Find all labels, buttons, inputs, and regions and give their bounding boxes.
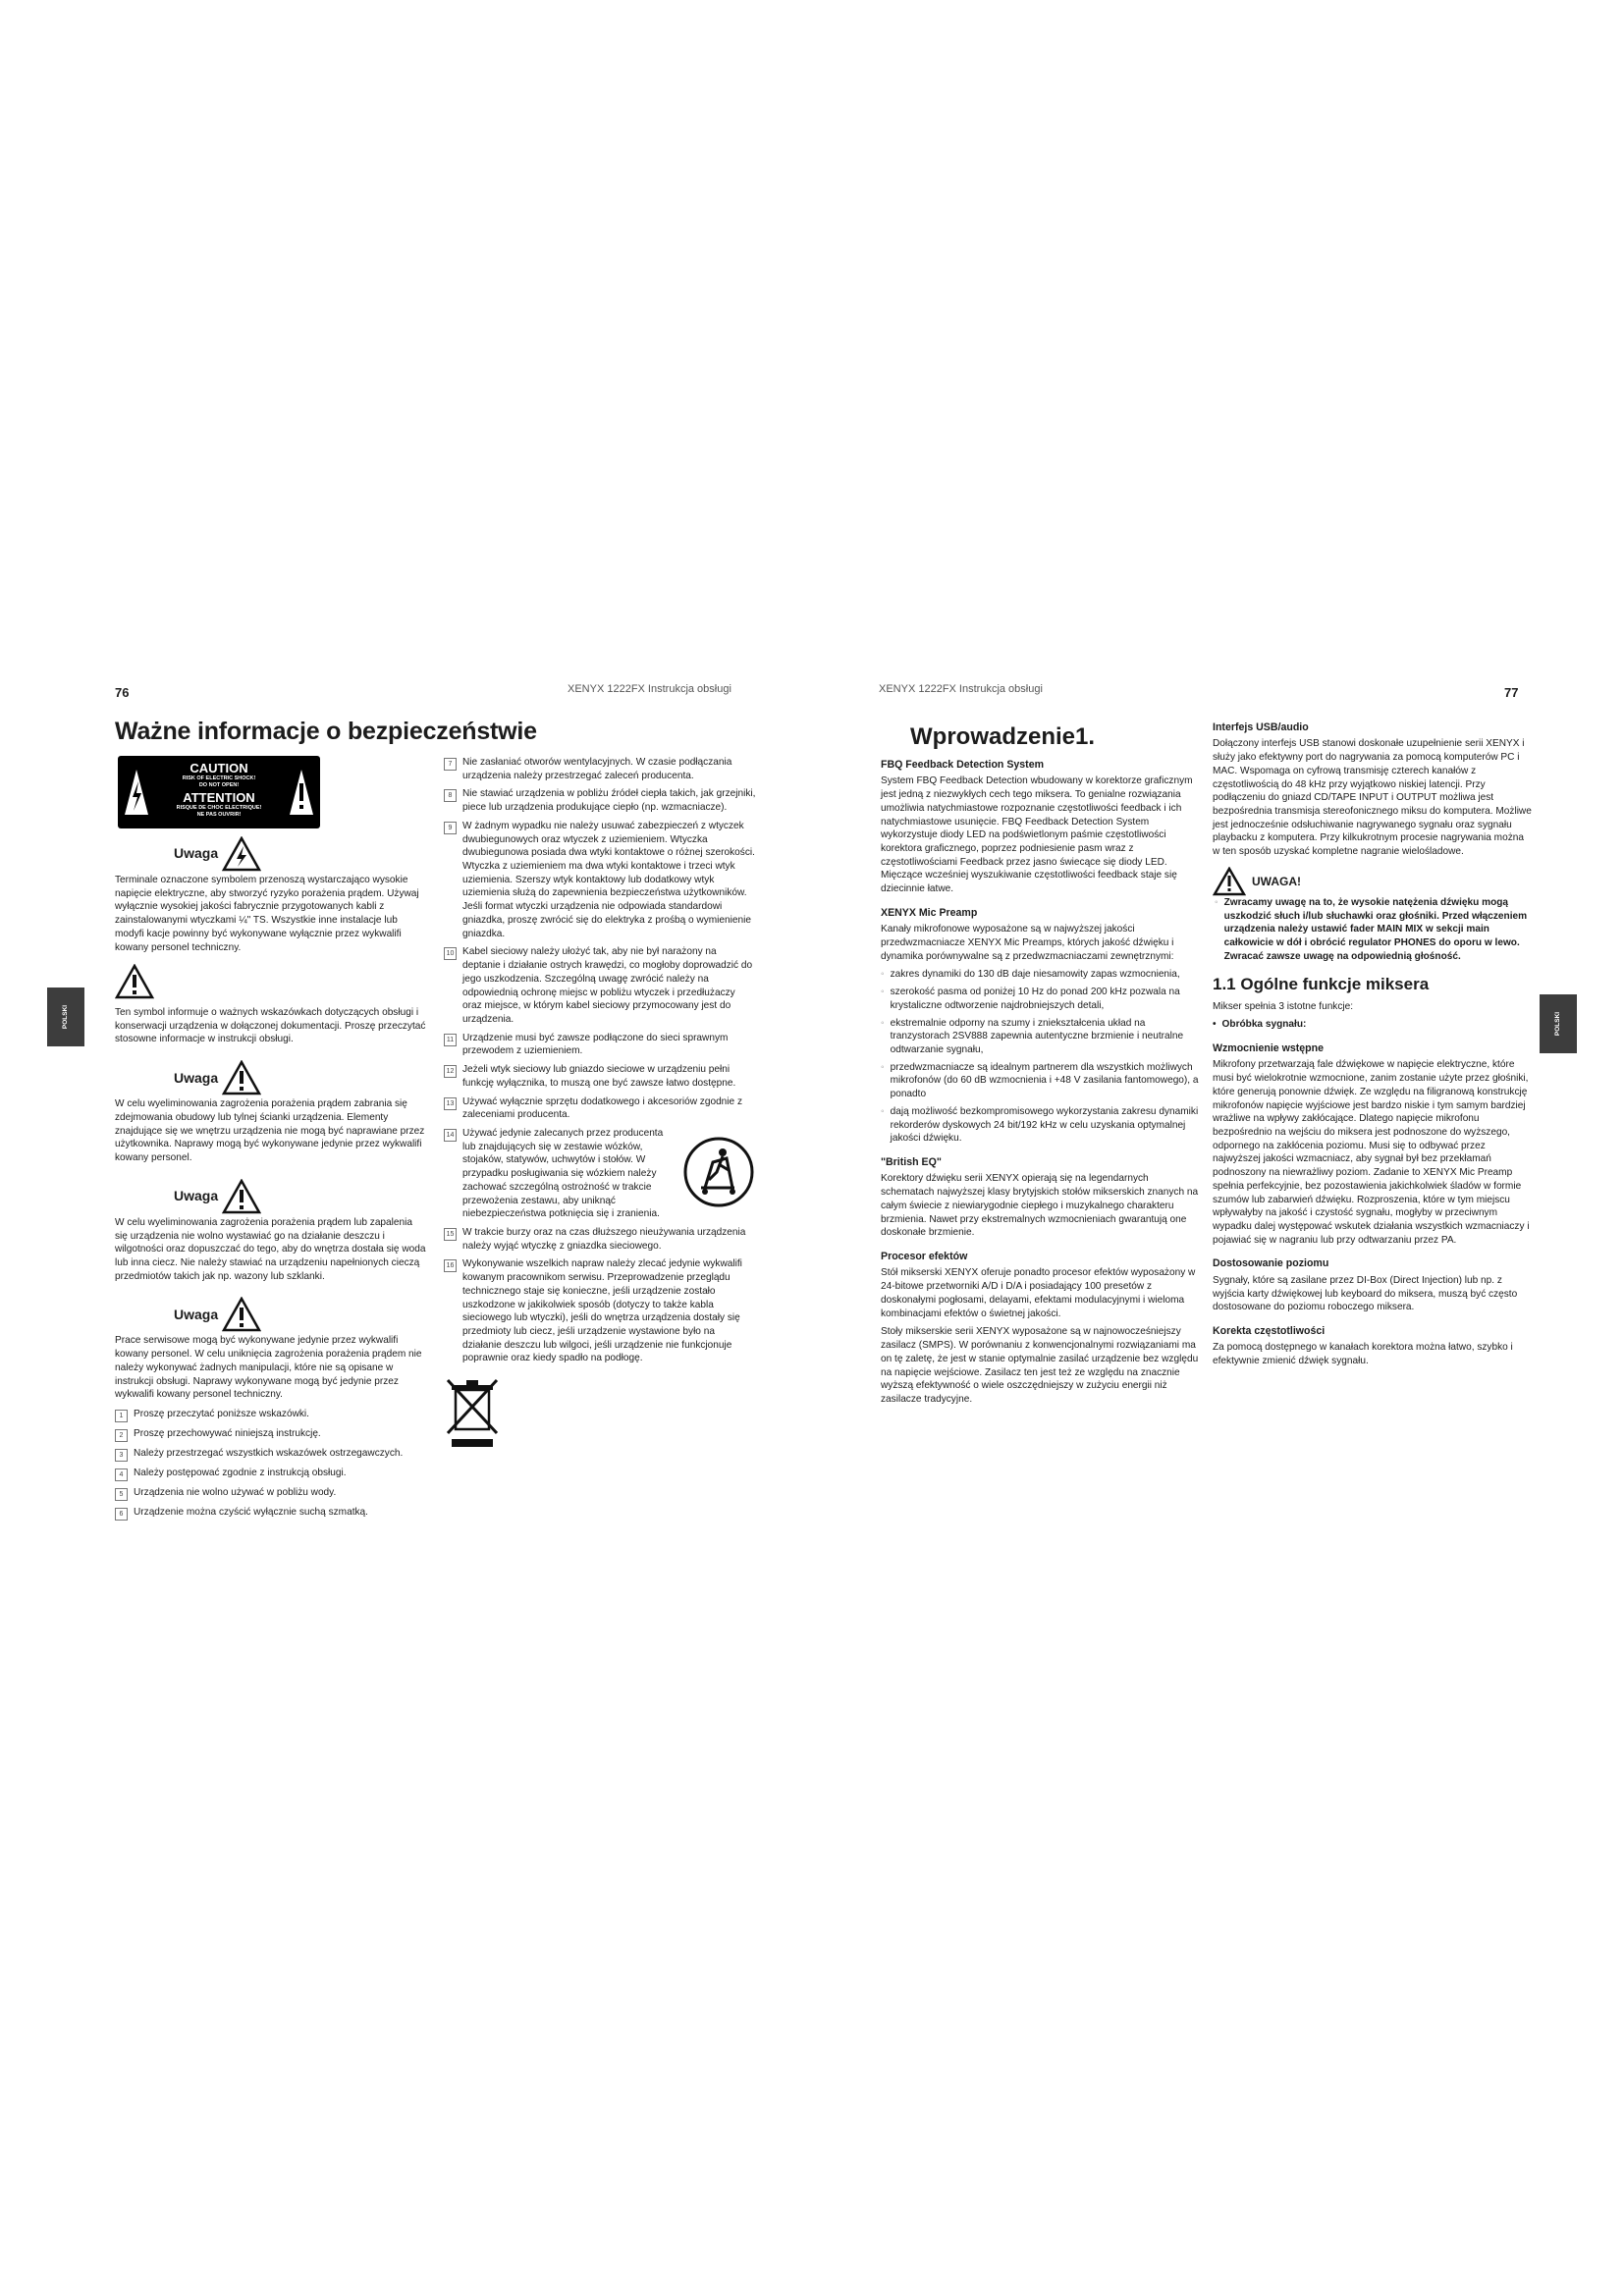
exclamation-triangle-icon [222, 1297, 261, 1332]
item-text: Używać wyłącznie sprzętu dodatkowego i akcesoriów zgodnie z zaleceniami producenta. [462, 1095, 743, 1121]
right-page-title: Wprowadzenie1. [910, 723, 1096, 750]
paragraph: Za pomocą dostępnego w kanałach korektora można łatwo, szybko i efektywnie zmienić dźwięk sygnału. [1213, 1342, 1513, 1367]
item-text: Proszę przechowywać niniejszą instrukcję. [134, 1427, 321, 1439]
item-number: 15 [444, 1228, 457, 1241]
item-number: 8 [444, 789, 457, 802]
item-text: Kabel sieciowy należy ułożyć tak, aby nie był narażony na deptanie i działanie ostrych krawędzi, co mogłoby doprowadzić do jego uszkodzenia. Szczególną uwagę zwrócić należy na odpowiednią ochronę miejsc w pobliżu wtyczek i przedłużaczy oraz miejsce, w którym kabel sieciowy przymocowany jest do urządzenia. [462, 946, 753, 1025]
subheading-british-eq: "British EQ" [881, 1156, 942, 1169]
weee-crossed-bin-icon [444, 1376, 501, 1449]
item-number: 7 [444, 758, 457, 771]
item-text: ekstremalnie odporny na szumy i zniekształcenia układ na tranzystorach 2SV888 zapewnia autentyczne brzmienie i neutralne odtwarzanie sygnału, [890, 1017, 1184, 1056]
warning-block-5-heading [174, 1297, 427, 1332]
left-running-header: XENYX 1222FX Instrukcja obsługi [568, 683, 731, 695]
exclamation-triangle-icon [115, 964, 154, 999]
subheading-fx-processor: Procesor efektów [881, 1251, 968, 1263]
item-text: W trakcie burzy oraz na czas dłuższego nieużywania urządzenia należy wyjąć wtyczkę z gniazdka sieciowego. [462, 1227, 746, 1252]
language-tab-right-label: POLSKI [1554, 1011, 1561, 1037]
exclamation-warning-icon [289, 768, 314, 817]
bullet-icon: • [1213, 1019, 1217, 1031]
bullet-icon: ◦ [1215, 896, 1218, 908]
list-item [444, 1127, 756, 1221]
paragraph: Stoły mikserskie serii XENYX wyposażone są w najnowocześniejszy zasilacz (SMPS). W porównaniu z konwencjonalnymi rozwiązaniami ma on tę zaletę, że jest w stanie optymalnie zasilać urządzenie bez względu na napięcie wejściowe. Zasilacz ten jest też ze względu na znacznie wyższą efektywność o wiele oszczędniejszy w zużyciu energii niż zasilacze tradycyjne. [881, 1326, 1199, 1405]
item-number: 1 [115, 1410, 128, 1422]
cart-tipover-icon [683, 1137, 754, 1207]
subheading-usb-audio: Interfejs USB/audio [1213, 721, 1309, 733]
section-heading-1-1: 1.1 Ogólne funkcje miksera [1213, 975, 1430, 994]
paragraph: Korektory dźwięku serii XENYX opierają się na legendarnych schematach najwyższej klasy brytyjskich stołów mikserskich znanych na całym świecie z niewiarygodnie ciepłego i muzykalnego charakteru brzmienia. Nawet przy ekstremalnych wzmocnieniach gwarantują one doskonałe brzmienie. [881, 1173, 1199, 1239]
subheading-level: Dostosowanie poziomu [1213, 1257, 1329, 1270]
bullet-icon: ◦ [881, 987, 885, 998]
warning-label: Uwaga [174, 1306, 219, 1322]
item-number: 9 [444, 822, 457, 834]
language-tab-right [1540, 994, 1577, 1053]
item-number: 3 [115, 1449, 128, 1462]
item-number: 6 [115, 1508, 128, 1521]
item-text: Proszę przeczytać poniższe wskazówki. [134, 1408, 309, 1419]
list-item [444, 1063, 756, 1090]
item-text: Jeżeli wtyk sieciowy lub gniazdo sieciowe w urządzeniu pełni funkcję wyłącznika, to muszą one być zawsze łatwo dostępne. [462, 1064, 736, 1089]
item-number: 14 [444, 1129, 457, 1142]
item-number: 16 [444, 1259, 457, 1272]
warning-text-1: Terminale oznaczone symbolem przenoszą wystarczająco wysokie napięcie elektryczne, aby stworzyć ryzyko porażenia prądem. Używaj wyłącznie wysokiej jakości fabrycznie przygotowanych kabli z zainstalowanymi wtyczkami ¼" TS. Wszystkie inne instalacje lub modyfi kacje powinny być wykonywane wyłącznie przez wykwalifi kowany personel techniczny. [115, 875, 419, 953]
paragraph: System FBQ Feedback Detection wbudowany w korektorze graficznym jest jedną z niezwykłych cech tego miksera. To genialne rozwiązania umożliwia natychmiastowe rozpoznanie częstotliwości feedback i ich natychmiastowe usunięcie. FBQ Feedback Detection System wykorzystuje diody LED na podświetlonym paśmie częstotliwości korektora graficznego, poprzez podniesienie pasm wraz z częstotliwościami Feedback przez jasno świecące się diody LED. Mięczące wcześniej wyszukiwanie częstotliwości feedback staje się dziecinnie łatwe. [881, 775, 1193, 895]
item-number: 10 [444, 947, 457, 960]
list-item [881, 968, 1199, 982]
right-running-header: XENYX 1222FX Instrukcja obsługi [879, 683, 1043, 695]
warning-block-3-heading [174, 1060, 427, 1095]
paragraph: Dołączony interfejs USB stanowi doskonałe uzupełnienie serii XENYX i służy jako efektywny port do nagrywania za pomocą komputerów PC i MAC. Wspomaga on cyfrową transmisję czterech kanałów z częstotliwością do 48 kHz przy wyjątkowo niskiej latencji. Przy podłączeniu do gniazd CD/TAPE INPUT i OUTPUT możliwa jest bezpośrednia transmisja stereofonicznego miksu do komputera. Możliwe jest jednocześnie odsłuchiwanie nagrywanego sygnału oraz sygnału playbacku z komputera. Przy kilkukrotnym procesie nagrywania można w ten sposób uzyskać kompletne nagranie wielośladowe. [1213, 738, 1532, 858]
item-text: Zwracamy uwagę na to, że wysokie natężenia dźwięku mogą uszkodzić słuch i/lub słuchawki oraz głośniki. Przed włączeniem urządzenia należy ustawić fader MAIN MIX w sekcji main całkowicie w dół i obrócić regulator PHONES do oporu w lewo. Zwracać zawsze uwagę na odpowiednią głośność. [1223, 896, 1528, 962]
paragraph: Kanały mikrofonowe wyposażone są w najwyższej jakości przedwzmacniacze XENYX Mic Preamps, których jakość dźwięku i dynamika porównywalne są z przedwzmacniaczami zewnętrznymi: [881, 924, 1174, 962]
bullet-icon: ◦ [881, 1017, 885, 1029]
exclamation-triangle-icon [222, 1060, 261, 1095]
item-text: zakres dynamiki do 130 dB daje niesamowity zapas wzmocnienia, [890, 969, 1180, 981]
list-item [444, 1257, 756, 1365]
warning-callout-heading [1213, 867, 1533, 896]
lightning-warning-icon [124, 768, 149, 817]
list-item [115, 1467, 427, 1481]
paragraph: Mikser spełnia 3 istotne funkcje: [1213, 1000, 1354, 1012]
list-item [115, 1486, 427, 1501]
paragraph: Stół mikserski XENYX oferuje ponadto procesor efektów wyposażony w 24-bitowe przetworniki A/D i D/A i posiadający 100 presetów z doskonałymi pogłosami, delayami, efektami modulacyjnymi i wieloma kombinacjami efektów o świetnej jakości. [881, 1267, 1196, 1319]
item-number: 4 [115, 1468, 128, 1481]
item-text: Urządzenie musi być zawsze podłączone do sieci sprawnym przewodem z uziemieniem. [462, 1032, 729, 1057]
warning-text-5: Prace serwisowe mogą być wykonywane jedynie przez wykwalifi kowany personel. W celu uniknięcia zagrożenia porażenia prądem nie należy wykonywać żadnych manipulacji, które nie są opisane w instrukcji obsługi. Naprawy wykonywane mogą być jedynie przez wykwalifi kowany personel techniczny. [115, 1335, 422, 1401]
item-number: 12 [444, 1065, 457, 1078]
list-item [444, 756, 756, 782]
warning-label: Uwaga [174, 845, 219, 862]
warning-block-4-heading [174, 1179, 427, 1214]
subheading-fbq: FBQ Feedback Detection System [881, 759, 1045, 771]
list-item [881, 1061, 1199, 1101]
caution-label [118, 756, 320, 828]
list-item [115, 1408, 427, 1422]
item-text: Wykonywanie wszelkich napraw należy zlecać jedynie wykwalifi kowanym pracownikom serwisu. Przeprowadzenie przeglądu technicznego staje się konieczne, jeśli urządzenie zostało uszkodzone w jakikolwiek sposób (dotyczy to także kabla sieciowego lub wtyczki), jeśli do wnętrza urządzenia dostały się przedmioty lub ciecz, jeśli urządzenie wystawione było na działanie deszczu lub wilgoci, jeśli urządzenie nie funkcjonuje poprawnie oraz kiedy spadło na podłogę. [462, 1258, 742, 1364]
item-text: Używać jedynie zalecanych przez producenta lub znajdujących się w zestawie wózków, stojaków, statywów, uchwytów i stołów. W przypadku posługiwania się wózkiem należy zachować szczególną ostrożność w trakcie przewożenia zestawu, aby uniknąć niebezpieczeństwa potknięcia się i zranienia. [462, 1127, 664, 1220]
list-item [881, 1017, 1199, 1057]
item-text: Nie zasłaniać otworów wentylacyjnych. W czasie podłączania urządzenia należy przestrzegać zaleceń producenta. [462, 757, 732, 781]
paragraph: Sygnały, które są zasilane przez DI-Box (Direct Injection) lub np. z wyjścia karty dźwiękowej lub keyboard do miksera, muszą być często dostosowane do poziomu roboczego miksera. [1213, 1274, 1518, 1313]
item-text: przedwzmacniacze są idealnym partnerem dla wszystkich możliwych mikrofonów (do 60 dB wzmocnienia i +48 V zasilania fantomowego), a ponadto [890, 1061, 1199, 1100]
item-number: 13 [444, 1097, 457, 1110]
warning-text-2: Ten symbol informuje o ważnych wskazówkach dotyczących obsługi i konserwacji urządzenia w dołączonej dokumentacji. Proszę przeczytać stosowne informacje w instrukcji obsługi. [115, 1007, 426, 1045]
language-tab-left [47, 988, 84, 1046]
bullet-icon: ◦ [881, 1061, 885, 1073]
warning-callout-text [1215, 896, 1533, 964]
item-text: dają możliwość bezkompromisowego wykorzystania zakresu dynamiki rekorderów dyskowych 24 bit/192 kHz w celu uzyskania optymalnej jakości dźwięku. [890, 1105, 1199, 1145]
warning-label: Uwaga [174, 1188, 219, 1204]
subheading-preamp: Wzmocnienie wstępne [1213, 1042, 1325, 1055]
item-text: Należy przestrzegać wszystkich wskazówek ostrzegawczych. [134, 1447, 404, 1459]
left-page-number: 76 [115, 685, 130, 700]
paragraph: Mikrofony przetwarzają fale dźwiękowe w napięcie elektryczne, które musi być wielokrotnie wzmocnione, zanim zostanie użyte przez głośniki, które generują ponownie dźwięk. Ze względu na filigranową konstrukcję mikrofonów napięcie wyjściowe jest bardzo niskie i tym samym bardziej wrażliwe na wpływy zakłócające. Dlatego napięcie mikrofonu bezpośrednio na wejściu do miksera jest podnoszone do wyższego, odpornego na zakłócenia poziomu. Musi się to odbywać przez najwyższej jakości wzmacniacz, aby sygnał był bez przekłamań podnoszony na niewrażliwy poziom. Zadanie to XENYX Mic Preamp spełnia perfekcyjnie, bez pozostawienia jakichkolwiek śladów w formie szumów lub zabarwień dźwięku. Rozproszenia, które w tym miejscu wpływałyby na jakość i czystość sygnału, mogłyby w przeciwnym wypadku dalej występować wskutek działania wszystkich wzmacniaczy i pojawiać się w nagraniu lub przy odtwarzaniu przez PA. [1213, 1059, 1530, 1246]
list-item [115, 1427, 427, 1442]
list-item [444, 787, 756, 814]
list-item [881, 1105, 1199, 1146]
item-text: Urządzenia nie wolno używać w pobliżu wody. [134, 1486, 337, 1498]
item-number: 11 [444, 1034, 457, 1046]
caution-line3: DO NOT OPEN! [198, 781, 240, 788]
warning-block-2-heading [115, 964, 427, 1004]
list-item [115, 1447, 427, 1462]
warning-label: Uwaga [174, 1069, 219, 1086]
list-item [444, 820, 756, 940]
right-page-number: 77 [1504, 685, 1519, 700]
bullet-icon: ◦ [881, 969, 885, 981]
left-page-title: Ważne informacje o bezpieczeństwie [115, 718, 537, 745]
caution-line6: NE PAS OUVRIR! [196, 811, 242, 818]
exclamation-triangle-icon [222, 1179, 261, 1214]
warning-callout-label: UWAGA! [1252, 874, 1301, 888]
caution-line4: ATTENTION [183, 790, 255, 806]
item-number: 2 [115, 1429, 128, 1442]
safety-list-a [115, 1408, 427, 1521]
list-item [444, 1226, 756, 1253]
left-column-2 [444, 756, 756, 1454]
right-column-1 [881, 754, 1199, 1412]
lightning-triangle-icon [222, 836, 261, 872]
list-item [444, 945, 756, 1026]
list-item [444, 1032, 756, 1058]
subheading-eq: Korekta częstotliwości [1213, 1325, 1326, 1338]
item-number: 5 [115, 1488, 128, 1501]
warning-text-4: W celu wyeliminowania zagrożenia porażenia prądem lub zapalenia się urządzenia nie wolno wystawiać go na działanie deszczu i wilgotności oraz dopuszczać do tego, aby do wnętrza dostała się woda lub inna ciecz. Nie należy stawiać na urządzeniu napełnionych cieczą przedmiotów takich jak np. wazony lub szklanki. [115, 1216, 426, 1282]
caution-line2: RISK OF ELECTRIC SHOCK! [182, 775, 256, 781]
list-item [881, 986, 1199, 1012]
language-tab-left-label: POLSKI [62, 1004, 69, 1030]
warning-block-1-heading [174, 836, 427, 872]
item-text: Nie stawiać urządzenia w pobliżu źródeł ciepła takich, jak grzejniki, piece lub urządzenia produkujące ciepło (np. wzmacniacze). [462, 788, 756, 814]
warning-text-3: W celu wyeliminowania zagrożenia porażenia prądem zabrania się zdejmowania obudowy lub tylnej ścianki urządzenia. Elementy znajdujące się we wnętrzu urządzenia nie mogą być naprawiane przez użytkownika. Naprawy mogą być wykonywane jedynie przez wykwalifi kowany personel. [115, 1098, 425, 1164]
bullet-icon: ◦ [881, 1105, 885, 1117]
left-column-1 [115, 836, 427, 1525]
item-text: Obróbka sygnału: [1221, 1019, 1307, 1031]
exclamation-triangle-icon [1213, 867, 1246, 896]
list-item [1213, 1018, 1533, 1032]
caution-line5: RISQUE DE CHOC ELECTRIQUE! [176, 805, 262, 812]
item-text: Należy postępować zgodnie z instrukcją obsługi. [134, 1467, 347, 1478]
list-item [115, 1506, 427, 1521]
right-column-2 [1213, 721, 1533, 1373]
item-text: W żadnym wypadku nie należy usuwać zabezpieczeń z wtyczek dwubiegunowych oraz wtyczek z uziemieniem. Wtyczka dwubiegunowa posiada dwa wtyki kontaktowe o różnej szerokości. Wtyczka z uziemieniem ma dwa wtyki kontaktowe i trzeci wtyk uziemienia. Szerszy wtyk kontaktowy lub dodatkowy wtyk uziemienia służą do zapewnienia bezpieczeństwa użytkowników. Jeśli format wtyczki urządzenia nie odpowiada standardowi gniazdka, proszę zwrócić się do elektryka z prośbą o wymienienie gniazdka. [462, 820, 755, 939]
caution-line1: CAUTION [189, 761, 248, 775]
item-text: Urządzenie można czyścić wyłącznie suchą szmatką. [134, 1506, 368, 1518]
item-text: szerokość pasma od poniżej 10 Hz do ponad 200 kHz pozwala na krystaliczne odtworzenie najdrobniejszych detali, [890, 987, 1180, 1011]
subheading-mic-preamp: XENYX Mic Preamp [881, 906, 978, 919]
list-item [444, 1095, 756, 1122]
